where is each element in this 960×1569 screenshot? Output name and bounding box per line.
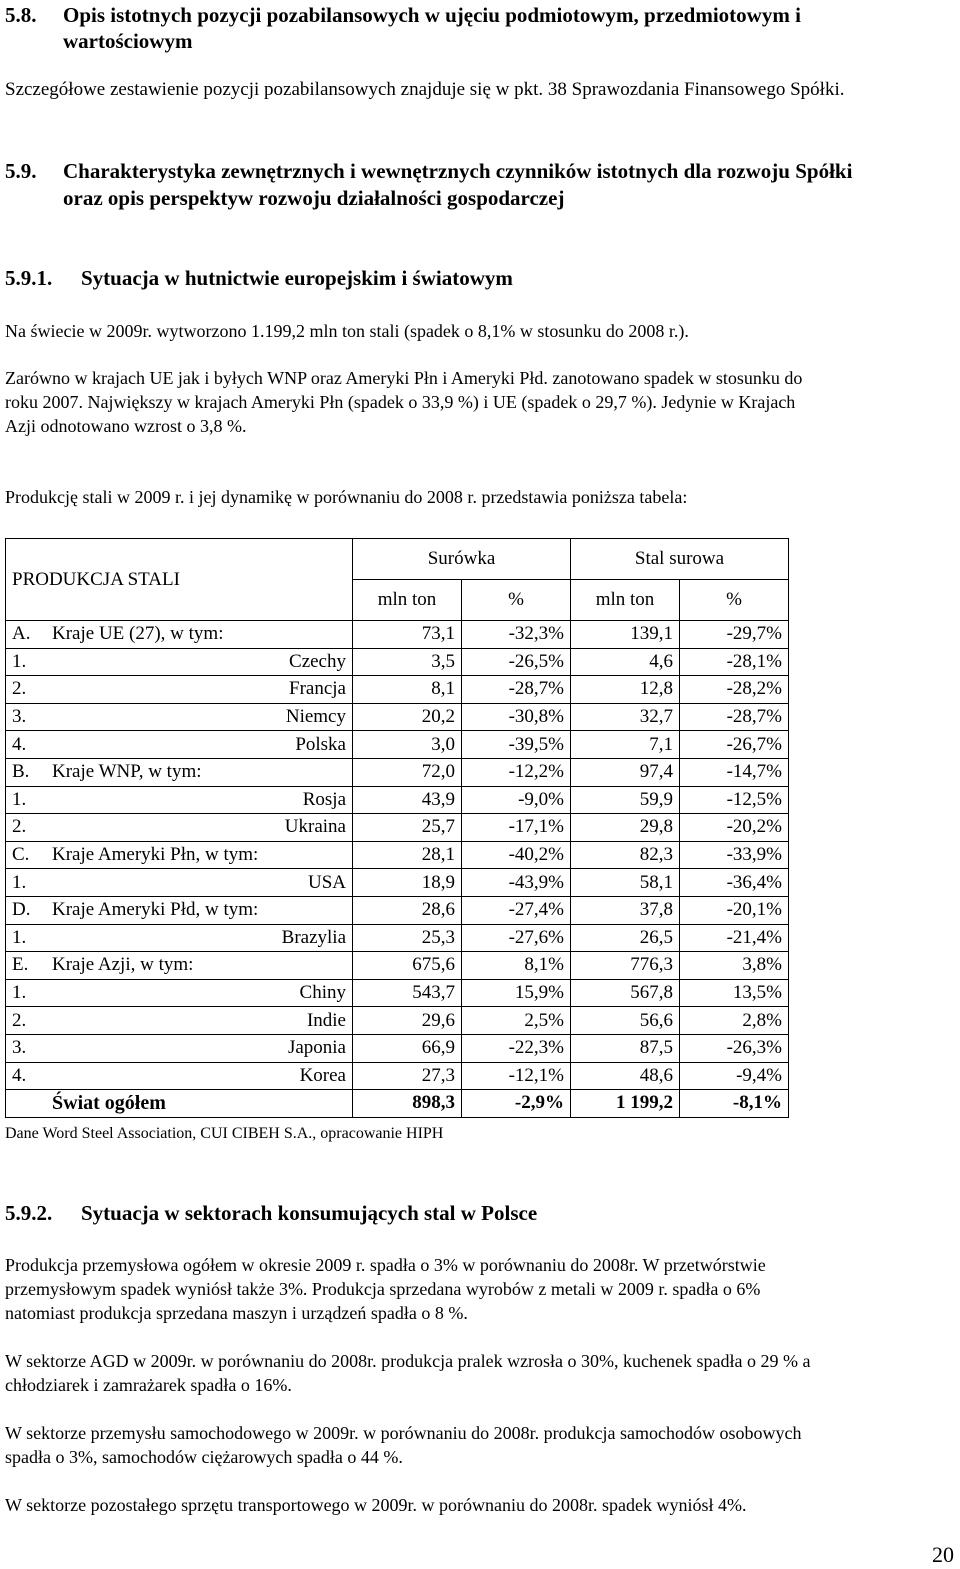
pig-iron-value: 25,7 <box>353 814 462 842</box>
paragraph-line: Azji odnotowano wzrost o 3,8 %. <box>5 416 247 436</box>
table-row <box>6 621 789 649</box>
row-name: Ukraina <box>46 814 353 842</box>
paragraph-line: roku 2007. Największy w krajach Ameryki Płn (spadek o 33,9 %) i UE (spadek o 29,7 %). Jedynie w Krajach <box>5 392 796 412</box>
pig-iron-value: 66,9 <box>353 1034 462 1062</box>
pig-iron-change: -12,2% <box>462 758 571 786</box>
crude-steel-value: 32,7 <box>571 703 680 731</box>
pig-iron-change: -28,7% <box>462 676 571 704</box>
steel-production-table <box>5 538 789 1118</box>
crude-steel-value: 48,6 <box>571 1062 680 1090</box>
paragraph-world-production: Na świecie w 2009r. wytworzono 1.199,2 mln ton stali (spadek o 8,1% w stosunku do 2008 r.). <box>5 321 689 341</box>
crude-steel-change: -28,2% <box>680 676 789 704</box>
row-name: Kraje UE (27), w tym: <box>46 621 353 649</box>
pig-iron-value: 20,2 <box>353 703 462 731</box>
crude-steel-value: 12,8 <box>571 676 680 704</box>
pig-iron-change: -26,5% <box>462 648 571 676</box>
row-code: 1. <box>6 648 47 676</box>
table-row <box>6 1062 789 1090</box>
crude-steel-change: -21,4% <box>680 924 789 952</box>
section-title-line2: wartościowym <box>63 29 193 53</box>
pig-iron-value: 3,0 <box>353 731 462 759</box>
total-name: Świat ogółem <box>46 1090 353 1118</box>
row-code: 2. <box>6 1007 47 1035</box>
paragraph-industrial-production <box>5 1253 955 1325</box>
table-row <box>6 924 789 952</box>
row-code <box>6 1090 47 1118</box>
row-name: Kraje Ameryki Płn, w tym: <box>46 841 353 869</box>
crude-steel-change: -8,1% <box>680 1090 789 1118</box>
crude-steel-value: 7,1 <box>571 731 680 759</box>
row-name: Brazylia <box>46 924 353 952</box>
crude-steel-value: 139,1 <box>571 621 680 649</box>
paragraph-line: Zarówno w krajach UE jak i byłych WNP oraz Ameryki Płn i Ameryki Płd. zanotowano spadek w stosunku do <box>5 368 803 388</box>
pig-iron-change: -12,1% <box>462 1062 571 1090</box>
paragraph-line: W sektorze AGD w 2009r. w porównaniu do 2008r. produkcja pralek wzrosła o 30%, kuchenek spadła o 29 % a <box>5 1351 811 1371</box>
pig-iron-change: -27,4% <box>462 896 571 924</box>
pig-iron-change: -32,3% <box>462 621 571 649</box>
unit-header: mln ton <box>353 580 462 621</box>
row-code: D. <box>6 896 47 924</box>
crude-steel-value: 58,1 <box>571 869 680 897</box>
table-row <box>6 731 789 759</box>
row-code: 2. <box>6 814 47 842</box>
pig-iron-change: -39,5% <box>462 731 571 759</box>
crude-steel-change: -26,3% <box>680 1034 789 1062</box>
row-name: Kraje Azji, w tym: <box>46 952 353 980</box>
row-code: 3. <box>6 1034 47 1062</box>
paragraph-automotive-sector <box>5 1421 955 1469</box>
section-title: Sytuacja w hutnictwie europejskim i światowym <box>81 266 513 290</box>
section-5-8-heading <box>5 2 955 54</box>
section-title-line1: Opis istotnych pozycji pozabilansowych w ujęciu podmiotowym, przedmiotowym i <box>63 3 801 27</box>
row-name: Japonia <box>46 1034 353 1062</box>
pig-iron-change: -17,1% <box>462 814 571 842</box>
row-code: 4. <box>6 1062 47 1090</box>
percent-header: % <box>462 580 571 621</box>
section-number: 5.9. <box>5 159 37 183</box>
pig-iron-change: 8,1% <box>462 952 571 980</box>
crude-steel-value: 37,8 <box>571 896 680 924</box>
pig-iron-change: 2,5% <box>462 1007 571 1035</box>
paragraph-line: W sektorze przemysłu samochodowego w 2009r. w porównaniu do 2008r. produkcja samochodów osobowych <box>5 1423 802 1443</box>
crude-steel-value: 59,9 <box>571 786 680 814</box>
pig-iron-change: -40,2% <box>462 841 571 869</box>
row-code: C. <box>6 841 47 869</box>
pig-iron-value: 73,1 <box>353 621 462 649</box>
paragraph-line: natomiast produkcja sprzedana maszyn i urządzeń spadła o 8 %. <box>5 1303 468 1323</box>
row-name: Rosja <box>46 786 353 814</box>
crude-steel-change: -20,2% <box>680 814 789 842</box>
row-name: Chiny <box>46 979 353 1007</box>
column-group-pig-iron: Surówka <box>353 539 571 580</box>
section-5-9-2-heading <box>5 1200 955 1226</box>
crude-steel-change: -33,9% <box>680 841 789 869</box>
section-5-8-text: Szczegółowe zestawienie pozycji pozabilansowych znajduje się w pkt. 38 Sprawozdania Finansowego Spółki. <box>5 79 845 100</box>
row-code: 1. <box>6 979 47 1007</box>
crude-steel-value: 56,6 <box>571 1007 680 1035</box>
crude-steel-value: 776,3 <box>571 952 680 980</box>
section-number: 5.9.2. <box>5 1201 53 1225</box>
pig-iron-value: 898,3 <box>353 1090 462 1118</box>
unit-header: mln ton <box>571 580 680 621</box>
crude-steel-change: -29,7% <box>680 621 789 649</box>
paragraph-line: Produkcja przemysłowa ogółem w okresie 2009 r. spadła o 3% w porównaniu do 2008r. W przetwórstwie <box>5 1255 766 1275</box>
row-code: A. <box>6 621 47 649</box>
crude-steel-change: -9,4% <box>680 1062 789 1090</box>
table-row <box>6 814 789 842</box>
row-name: Kraje WNP, w tym: <box>46 758 353 786</box>
table-row <box>6 896 789 924</box>
row-code: 4. <box>6 731 47 759</box>
crude-steel-change: -36,4% <box>680 869 789 897</box>
crude-steel-value: 4,6 <box>571 648 680 676</box>
row-name: USA <box>46 869 353 897</box>
paragraph-table-intro: Produkcję stali w 2009 r. i jej dynamikę w porównaniu do 2008 r. przedstawia poniższa tabela: <box>5 487 688 507</box>
table-row <box>6 786 789 814</box>
pig-iron-value: 25,3 <box>353 924 462 952</box>
crude-steel-value: 97,4 <box>571 758 680 786</box>
section-number: 5.9.1. <box>5 266 53 290</box>
table-header-row <box>6 539 789 580</box>
row-name: Francja <box>46 676 353 704</box>
crude-steel-change: -26,7% <box>680 731 789 759</box>
pig-iron-value: 543,7 <box>353 979 462 1007</box>
table-row <box>6 841 789 869</box>
pig-iron-change: -9,0% <box>462 786 571 814</box>
table-row <box>6 648 789 676</box>
pig-iron-change: 15,9% <box>462 979 571 1007</box>
pig-iron-value: 29,6 <box>353 1007 462 1035</box>
crude-steel-change: -28,1% <box>680 648 789 676</box>
pig-iron-value: 28,6 <box>353 896 462 924</box>
pig-iron-change: -43,9% <box>462 869 571 897</box>
paragraph-line: chłodziarek i zamrażarek spadła o 16%. <box>5 1375 292 1395</box>
pig-iron-value: 8,1 <box>353 676 462 704</box>
crude-steel-value: 87,5 <box>571 1034 680 1062</box>
pig-iron-change: -22,3% <box>462 1034 571 1062</box>
crude-steel-value: 1 199,2 <box>571 1090 680 1118</box>
table-row <box>6 869 789 897</box>
crude-steel-change: 13,5% <box>680 979 789 1007</box>
percent-header: % <box>680 580 789 621</box>
row-code: 1. <box>6 924 47 952</box>
section-title-line1: Charakterystyka zewnętrznych i wewnętrznych czynników istotnych dla rozwoju Spółki <box>63 159 853 183</box>
crude-steel-change: -20,1% <box>680 896 789 924</box>
crude-steel-change: 2,8% <box>680 1007 789 1035</box>
crude-steel-change: -28,7% <box>680 703 789 731</box>
section-title: Sytuacja w sektorach konsumujących stal w Polsce <box>81 1201 538 1225</box>
table-row <box>6 676 789 704</box>
crude-steel-value: 26,5 <box>571 924 680 952</box>
crude-steel-change: -12,5% <box>680 786 789 814</box>
crude-steel-value: 567,8 <box>571 979 680 1007</box>
table-total-row <box>6 1090 789 1118</box>
pig-iron-value: 27,3 <box>353 1062 462 1090</box>
row-code: B. <box>6 758 47 786</box>
table-row <box>6 1007 789 1035</box>
row-name: Niemcy <box>46 703 353 731</box>
pig-iron-value: 3,5 <box>353 648 462 676</box>
table-row <box>6 758 789 786</box>
row-name: Polska <box>46 731 353 759</box>
paragraph-line: przemysłowym spadek wyniósł także 3%. Produkcja sprzedana wyrobów z metali w 2009 r. spadła o 6% <box>5 1279 761 1299</box>
row-name: Czechy <box>46 648 353 676</box>
table-row <box>6 1034 789 1062</box>
crude-steel-value: 82,3 <box>571 841 680 869</box>
paragraph-regional-decline <box>5 366 955 438</box>
pig-iron-change: -2,9% <box>462 1090 571 1118</box>
row-code: 1. <box>6 786 47 814</box>
crude-steel-change: 3,8% <box>680 952 789 980</box>
section-title-line2: oraz opis perspektyw rozwoju działalności gospodarczej <box>63 186 565 210</box>
pig-iron-value: 675,6 <box>353 952 462 980</box>
paragraph-agd-sector <box>5 1349 955 1397</box>
pig-iron-value: 72,0 <box>353 758 462 786</box>
pig-iron-value: 43,9 <box>353 786 462 814</box>
row-code: 1. <box>6 869 47 897</box>
pig-iron-change: -30,8% <box>462 703 571 731</box>
page-number: 20 <box>932 1542 954 1567</box>
table-row <box>6 703 789 731</box>
row-name: Kraje Ameryki Płd, w tym: <box>46 896 353 924</box>
pig-iron-value: 18,9 <box>353 869 462 897</box>
row-code: 2. <box>6 676 47 704</box>
paragraph-line: spadła o 3%, samochodów ciężarowych spadła o 44 %. <box>5 1447 403 1467</box>
section-number: 5.8. <box>5 3 37 27</box>
row-name: Indie <box>46 1007 353 1035</box>
crude-steel-value: 29,8 <box>571 814 680 842</box>
paragraph-transport-sector: W sektorze pozostałego sprzętu transportowego w 2009r. w porównaniu do 2008r. spadek wyniósł 4%. <box>5 1495 747 1515</box>
table-title: PRODUKCJA STALI <box>6 539 353 621</box>
row-code: E. <box>6 952 47 980</box>
pig-iron-value: 28,1 <box>353 841 462 869</box>
section-5-9-heading <box>5 158 955 210</box>
table-source-note: Dane Word Steel Association, CUI CIBEH S.A., opracowanie HIPH <box>5 1125 444 1142</box>
row-name: Korea <box>46 1062 353 1090</box>
table-row <box>6 979 789 1007</box>
crude-steel-change: -14,7% <box>680 758 789 786</box>
row-code: 3. <box>6 703 47 731</box>
table-row <box>6 952 789 980</box>
column-group-crude-steel: Stal surowa <box>571 539 789 580</box>
section-5-9-1-heading <box>5 265 955 291</box>
pig-iron-change: -27,6% <box>462 924 571 952</box>
